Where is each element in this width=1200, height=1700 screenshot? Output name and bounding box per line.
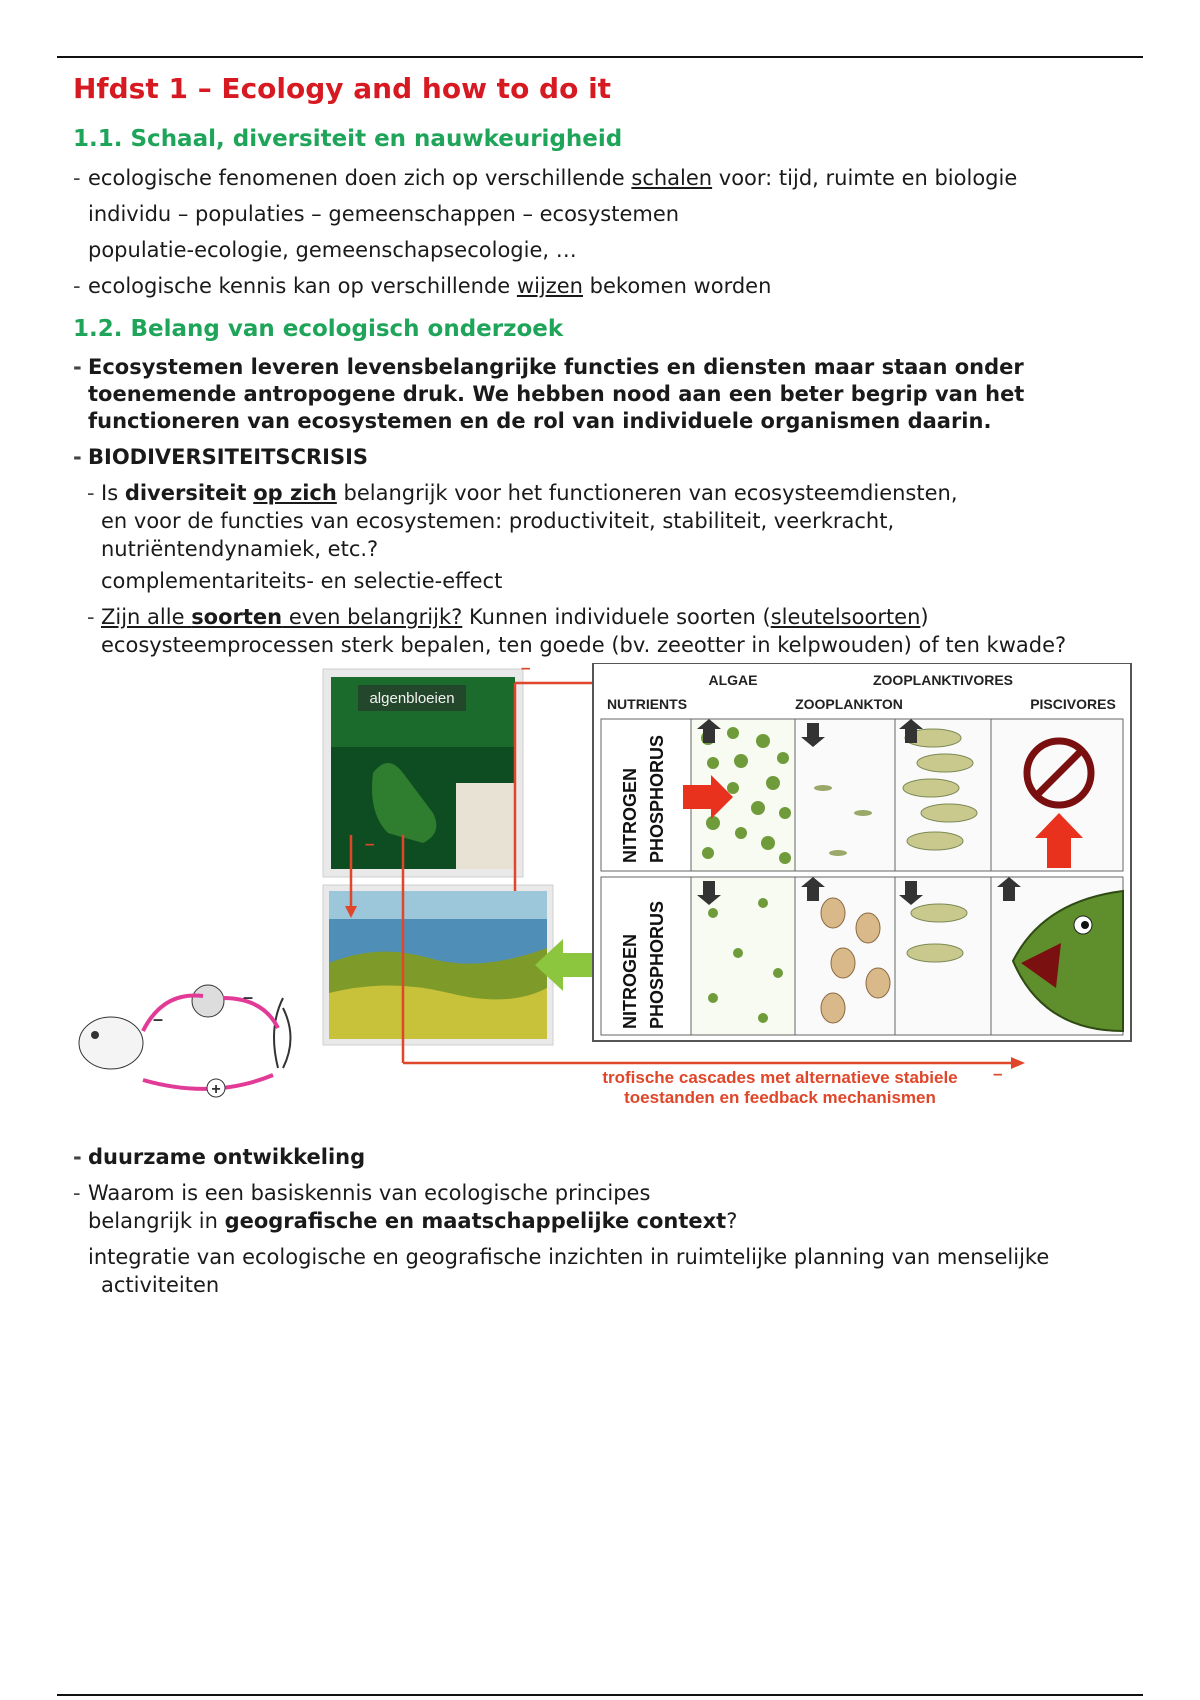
col-header-piscivores: PISCIVORES [1030,696,1116,712]
complementarity-note: complementariteits- en selectie-effect [101,569,503,593]
row2-label-nitrogen: NITROGEN [620,933,640,1029]
figure-svg [73,663,1133,1143]
col-header-algae: ALGAE [708,672,758,688]
species-question-line-2: ecosysteemprocessen sterk bepalen, ten goede (bv. zeeotter in kelpwouden) of ten kwade? [101,633,1067,657]
bullet-ecosystem-services: - Ecosystemen leveren levensbelangrijke functies en diensten maar staan onder toenemende antropogene druk. We hebben nood aan een beter begrip van het functioneren van ecosystemen en de rol van individuele organismen daarin. [73,354,1133,435]
col-header-zooplankton: ZOOPLANKTON [795,696,903,712]
row2-label-phosphorus: PHOSPHORUS [647,900,667,1029]
bottom-rule [57,1694,1143,1696]
col-header-zooplanktivores: ZOOPLANKTIVORES [872,672,1014,688]
integration-line-1: integratie van ecologische en geografische inzichten in ruimtelijke planning van menselijke [88,1245,1050,1269]
sea-otter-cycle [79,985,291,1098]
levels-line: individu – populaties – gemeenschappen – ecosystemen [88,202,680,226]
urchin-minus: – [243,987,254,1007]
row1-label-phosphorus: PHOSPHORUS [647,734,667,863]
photo-label: algenbloeien [369,690,455,707]
diversity-question-line-3: nutriëntendynamiek, etc.? [101,537,379,561]
sub-bullet-species-question: - Zijn alle soorten even belangrijk? Kunnen individuele soorten (sleutelsoorten) [73,603,1133,631]
algae-bloom-photo [323,669,523,877]
document-content [73,68,1133,1299]
figure-caption-line-2: toestanden en feedback mechanismen [624,1088,936,1107]
food-web-panel [593,663,1131,1041]
section-heading-1-2: 1.2. Belang van ecologisch onderzoek [73,316,564,342]
top-rule [57,56,1143,58]
col-header-nutrients: NUTRIENTS [606,696,688,712]
why-question-line-2: belangrijk in geografische en maatschappelijke context? [88,1209,738,1233]
bullet-scales: - ecologische fenomenen doen zich op verschillende schalen voor: tijd, ruimte en biologie [73,164,1133,192]
diversity-question-line-2: en voor de functies van ecosystemen: productiviteit, stabiliteit, veerkracht, [101,509,895,533]
row1-label-nitrogen: NITROGEN [620,767,640,863]
bullet-biodiversity-crisis: - BIODIVERSITEITSCRISIS [73,443,1133,471]
bullet-ways: - ecologische kennis kan op verschillende wijzen bekomen worden [73,272,1133,300]
bullet-sustainable-development: - duurzame ontwikkeling [73,1143,1133,1171]
otter-minus: – [153,1009,164,1029]
bullet-why-question: - Waarom is een basiskennis van ecologische principes [73,1179,1133,1207]
kelp-plus: + [211,1081,221,1098]
trophic-cascade-figure [73,663,1133,1143]
ecology-types-line: populatie-ecologie, gemeenschapsecologie, … [88,238,577,262]
clear-water-photo [323,885,553,1045]
minus-sign-photo: – [365,834,375,853]
minus-sign-top: – [521,663,531,677]
sub-bullet-diversity-question: - Is diversiteit op zich belangrijk voor het functioneren van ecosysteemdiensten, [73,479,1133,507]
section-heading-1-1: 1.1. Schaal, diversiteit en nauwkeurigheid [73,126,623,152]
minus-sign-bottom: – [993,1064,1003,1083]
arrow-head-right-bottom [1011,1057,1025,1069]
chapter-title: Hfdst 1 – Ecology and how to do it [73,72,612,105]
figure-caption-line-1: trofische cascades met alternatieve stabiele [602,1068,958,1087]
integration-line-2: activiteiten [101,1273,220,1297]
